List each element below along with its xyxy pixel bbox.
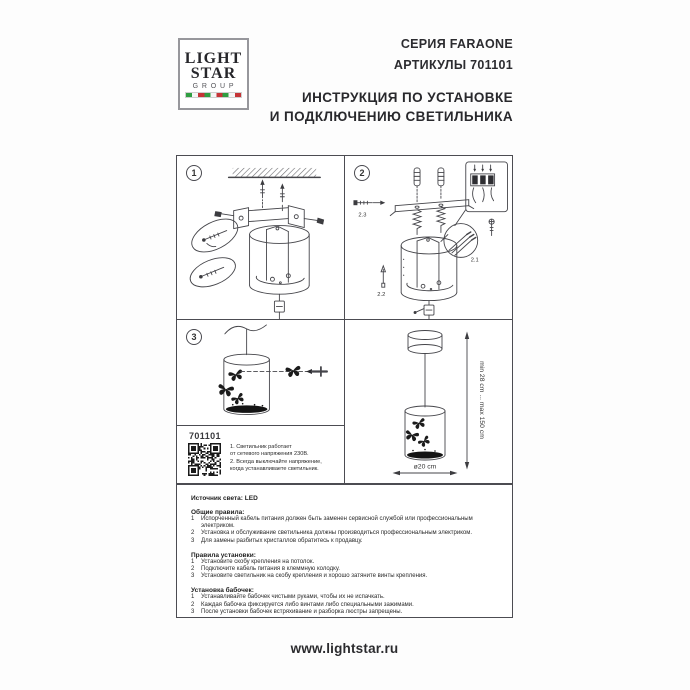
spring-screws <box>413 207 445 235</box>
ceiling-hatch <box>229 168 320 177</box>
mounting-screws <box>260 179 284 201</box>
section-butterfly-installation <box>191 587 498 616</box>
power-cord-connector <box>414 301 434 319</box>
terminal-block-callout <box>455 162 508 226</box>
height-dimension <box>465 332 485 470</box>
step-1-panel <box>177 156 345 320</box>
butterfly-attachment <box>241 366 327 378</box>
safety-notes <box>230 444 322 473</box>
ceiling-cup <box>408 331 442 354</box>
rule-item: 1 Устанавливайте бабочек чистыми руками, чтобы их не испачкать. <box>191 594 385 601</box>
safety-note-line: 1. Светильник работает <box>230 444 292 450</box>
series-label: СЕРИЯ FARAONE <box>400 37 513 51</box>
butterflies <box>217 369 246 406</box>
step-3-diagram <box>177 320 344 425</box>
rule-item: 3 Установите светильник на скобу крепления и хорошо затяните винты крепления. <box>191 573 428 580</box>
lamp-shade <box>405 406 445 460</box>
title-line-1: ИНСТРУКЦИЯ ПО УСТАНОВКЕ <box>302 90 513 105</box>
diagram-grid <box>176 155 513 484</box>
article-number: 701101 <box>189 431 221 441</box>
screw-2-3-icon <box>353 200 385 205</box>
rule-item: 1 Испорченный кабель питания должен быть заменен сервисной службой или профессиональным электриком. <box>191 516 473 530</box>
height-dimension-label: min 28 cm ... max 150 cm <box>478 361 485 439</box>
rule-item: 1 Установите скобу крепления на потолок. <box>191 558 315 565</box>
step-2-badge: 2 <box>354 165 370 181</box>
small-screw-icon <box>489 219 494 235</box>
logo-word-star: STAR <box>190 65 237 82</box>
label-2-1: 2.1 <box>470 257 479 264</box>
butterflies <box>404 418 432 449</box>
rule-item: 3 Для замены разбитых кристаллов обратитесь к продавцу. <box>191 537 363 544</box>
step-1-badge: 1 <box>186 165 202 181</box>
dimensions-diagram <box>345 320 512 483</box>
header <box>270 37 513 126</box>
mounting-bracket <box>390 200 473 216</box>
website-url: www.lightstar.ru <box>290 641 399 656</box>
logo-word-light: LIGHT <box>184 50 243 67</box>
qr-code <box>188 443 221 476</box>
power-cord-connector <box>274 294 284 319</box>
title-line-2: И ПОДКЛЮЧЕНИЮ СВЕТИЛЬНИКА <box>269 108 513 124</box>
section-general-rules <box>191 509 498 545</box>
mounting-bracket <box>214 200 324 229</box>
lightstar-logo <box>178 38 249 110</box>
articles-label: АРТИКУЛЫ 701101 <box>393 58 513 72</box>
wall-anchors <box>414 168 444 202</box>
section-installation-rules <box>191 552 498 581</box>
section-title: Установка бабочек: <box>191 587 254 595</box>
section-title: Правила установки: <box>191 551 256 559</box>
safety-note-line: от сетевого напряжения 230В. <box>230 451 309 458</box>
diameter-dimension <box>393 464 458 476</box>
dimensions-panel <box>345 320 512 483</box>
screw-2-2-icon <box>381 266 385 287</box>
section-items <box>191 594 498 616</box>
step-2-panel <box>345 156 512 320</box>
label-2-2: 2.2 <box>377 292 386 299</box>
light-source-label: Источник света: LED <box>191 495 258 502</box>
section-items <box>191 559 498 581</box>
step-3-badge: 3 <box>186 329 202 345</box>
step-2-diagram <box>345 156 512 319</box>
italian-flag-strip <box>186 93 241 97</box>
screw-callout-2 <box>186 252 240 293</box>
logo-word-group: GROUP <box>192 83 238 90</box>
section-items <box>191 516 498 545</box>
canopy-cylinder <box>250 226 310 295</box>
rule-item: 2 Подключите кабель питания в клеммную колодку. <box>191 566 340 573</box>
article-qr-panel <box>177 426 345 483</box>
lamp-shade <box>224 354 270 414</box>
instructions-block <box>176 484 513 618</box>
canopy-cylinder <box>401 237 457 301</box>
step-3-panel <box>177 320 345 426</box>
instruction-title <box>270 89 513 126</box>
rule-item: 3 После установки бабочек встряхивание и разборка люстры запрещены. <box>191 608 403 615</box>
step-1-diagram <box>177 156 344 319</box>
safety-note-line: 2. Всегда выключайте напряжение, <box>230 458 322 465</box>
section-title: Общие правила: <box>191 509 245 516</box>
safety-note-line: когда устанавливаете светильник. <box>230 465 319 472</box>
rule-item: 2 Установка и обслуживание светильника должны производиться профессиональным электриком. <box>191 530 473 537</box>
label-2-3: 2.3 <box>358 212 367 219</box>
screw-callout-1 <box>187 212 243 258</box>
diameter-dimension-label: ø20 cm <box>413 463 437 471</box>
suspension-cord <box>225 325 267 355</box>
rule-item: 2 Каждая бабочка фиксируется либо винтами либо специальными зажимами. <box>191 601 414 608</box>
